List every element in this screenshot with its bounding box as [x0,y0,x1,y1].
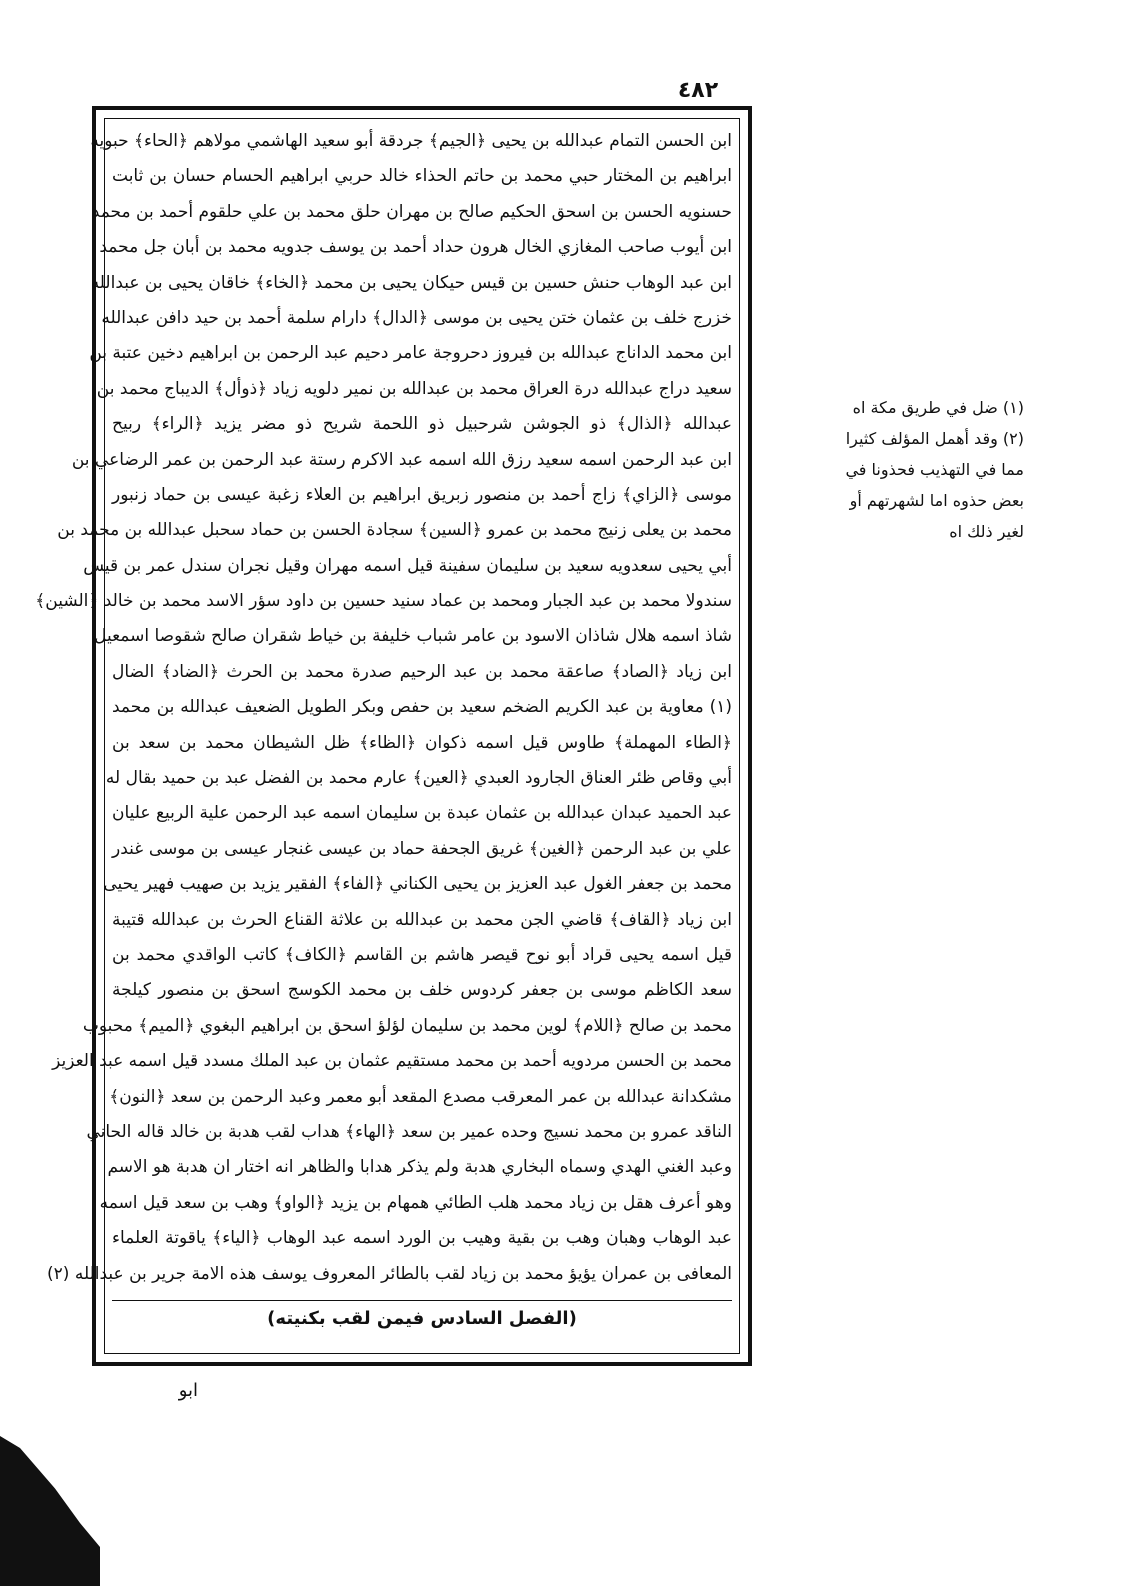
main-text-block [35,124,732,1292]
text-line: ابن الحسن التمام عبدالله بن يحيى ﴿الجيم﴾ جردقة أبو سعيد الهاشمي مولاهم ﴿الحاء﴾ حبويه [90,131,732,151]
text-line: أبي وقاص ظئر العناق الجارود العبدي ﴿العين﴾ عارم محمد بن الفضل عبد بن حميد بقال له [105,768,732,789]
text-line: ابراهيم بن المختار حبي محمد بن حاتم الحذاء خالد حربي ابراهيم الحسام حسان بن ثابت [112,166,732,187]
text-line: ابن أيوب صاحب المغازي الخال هرون حداد أحمد بن يوسف جدويه محمد بن أبان جل محمد [99,237,732,258]
text-line: ﴿الطاء المهملة﴾ طاوس قيل اسمه ذكوان ﴿الظاء﴾ ظل الشيطان محمد بن سعد بن [112,732,732,753]
section-divider [112,1300,732,1301]
text-line: سندولا محمد بن عبد الجبار ومحمد بن عماد سنيد حسين بن داود سؤر الاسد محمد بن خالد ﴿الشين﴾ [35,591,732,612]
text-line: شاذ اسمه هلال شاذان الاسود بن عامر شباب خليفة بن خياط شقران صالح شقوصا اسمعيل [94,626,732,647]
side-notes [762,392,1024,547]
text-line: ابن عبد الوهاب حنش حسين بن قيس حيكان يحيى بن محمد ﴿الخاء﴾ خاقان يحيى بن عبدالله [90,272,732,293]
text-line: ابن زياد ﴿القاف﴾ قاضي الجن محمد بن عبدالله بن علاثة القناع الحرث بن عبدالله قتيبة [112,909,732,930]
text-line: (١) معاوية بن عبد الكريم الضخم سعيد بن حفص وبكر الطويل الضعيف عبدالله بن محمد [112,697,732,718]
text-line: أبي يحيى سعدويه سعيد بن سليمان سفينة قيل اسمه مهران وقيل نجران سندل عمر بن قيس [83,555,732,576]
text-line: ابن زياد ﴿الصاد﴾ صاعقة محمد بن عبد الرحيم صدرة محمد بن الحرث ﴿الضاد﴾ الضال [112,661,732,682]
page-number: ٤٨٢ [677,78,719,103]
text-line: سعيد دراج عبدالله درة العراق محمد بن عبدالله بن نمير دلويه زياد ﴿ذوأل﴾ الديباج محمد بن [96,378,732,399]
text-line: عبد الحميد عبدان عبدالله بن عثمان عبدة بن سليمان اسمه عبد الرحمن علية الربيع عليان [111,803,732,824]
text-line: وعبد الغني الهدي وسماه البخاري هدبة ولم يذكر هدابا والظاهر انه اختار ان هدبة هو الاسم [107,1157,732,1178]
text-line: المعافى بن عمران يؤيؤ محمد بن زياد لقب بالطائر المعروف يوسف هذه الامة جرير بن عبدالله (٢) [47,1263,732,1284]
text-line: عبد الوهاب وهبان وهب بن بقية وهيب بن الورد اسمه عبد الوهاب ﴿الياء﴾ ياقوتة العلماء [112,1228,732,1249]
text-line: وهو أعرف هقل بن زياد محمد هلب الطائي همهام بن يزيد ﴿الواو﴾ وهب بن سعد قيل اسمه [99,1192,732,1213]
side-note-line: (٢) وقد أهمل المؤلف كثيرا [845,429,1024,448]
text-line: موسى ﴿الزاي﴾ زاج أحمد بن منصور زبريق ابراهيم بن العلاء زغبة عيسى بن حماد زنبور [112,484,732,505]
text-line: حسنويه الحسن بن اسحق الحكيم صالح بن مهران حلق محمد بن علي حلقوم أحمد بن محمد [91,201,732,222]
text-line: خزرج خلف بن عثمان ختن يحيى بن موسى ﴿الدال﴾ دارام سلمة أحمد بن حيد دافن عبدالله [101,307,732,328]
side-note-line: لغير ذلك اه [949,522,1024,541]
text-line: سعد الكاظم موسى بن جعفر كردوس خلف بن محمد الكوسج اسحق بن منصور كيلجة [112,980,732,1001]
scan-corner-shadow [0,1436,100,1586]
text-line: الناقد عمرو بن محمد نسيج وحده عمير بن سعد ﴿الهاء﴾ هداب لقب هدبة بن خالد قاله الحاني [86,1121,732,1142]
text-line: علي بن عبد الرحمن ﴿الغين﴾ غريق الجحفة حماد بن عيسى غنجار عيسى بن موسى غندر [112,838,732,859]
text-line: محمد بن جعفر الغول عبد العزيز بن يحيى الكناني ﴿الفاء﴾ الفقير يزيد بن صهيب فهير يحيى [103,874,732,895]
side-note-line: (١) ضل في طريق مكة اه [852,398,1024,417]
text-line: مشكدانة عبدالله بن عمر المعرقب مصدع المقعد أبو معمر وعبد الرحمن بن سعد ﴿النون﴾ [109,1086,732,1107]
section-title: (الفصل السادس فيمن لقب بكنيته) [267,1308,577,1329]
side-note-line: مما في التهذيب فحذونا في [845,460,1024,479]
text-line: ابن محمد الداناج عبدالله بن فيروز دحروجة عامر دحيم عبد الرحمن بن ابراهيم دخين عتبة بن [89,343,732,364]
text-line: محمد بن صالح ﴿اللام﴾ لوين محمد بن سليمان لؤلؤ اسحق بن ابراهيم البغوي ﴿الميم﴾ محبوب [82,1015,732,1036]
side-note-line: بعض حذوه اما لشهرتهم أو [849,491,1024,510]
catchword: ابو [178,1380,198,1401]
text-line: محمد بن الحسن مردويه أحمد بن محمد مستقيم عثمان بن عبد الملك مسدد قيل اسمه عبد العزيز [52,1051,732,1072]
text-line: ابن عبد الرحمن اسمه سعيد رزق الله اسمه عبد الاكرم رستة عبد الرحمن بن عمر الرضاعي بن [71,449,732,470]
text-line: عبدالله ﴿الذال﴾ ذو الجوشن شرحبيل ذو اللحمة شريح ذو مضر يزيد ﴿الراء﴾ ربيح [112,414,732,435]
text-line: قيل اسمه يحيى قراد أبو نوح قيصر هاشم بن القاسم ﴿الكاف﴾ كاتب الواقدي محمد بن [112,944,732,965]
text-line: محمد بن يعلى زنيج محمد بن عمرو ﴿السين﴾ سجادة الحسن بن حماد سحبل عبدالله بن محمد بن [57,520,732,541]
